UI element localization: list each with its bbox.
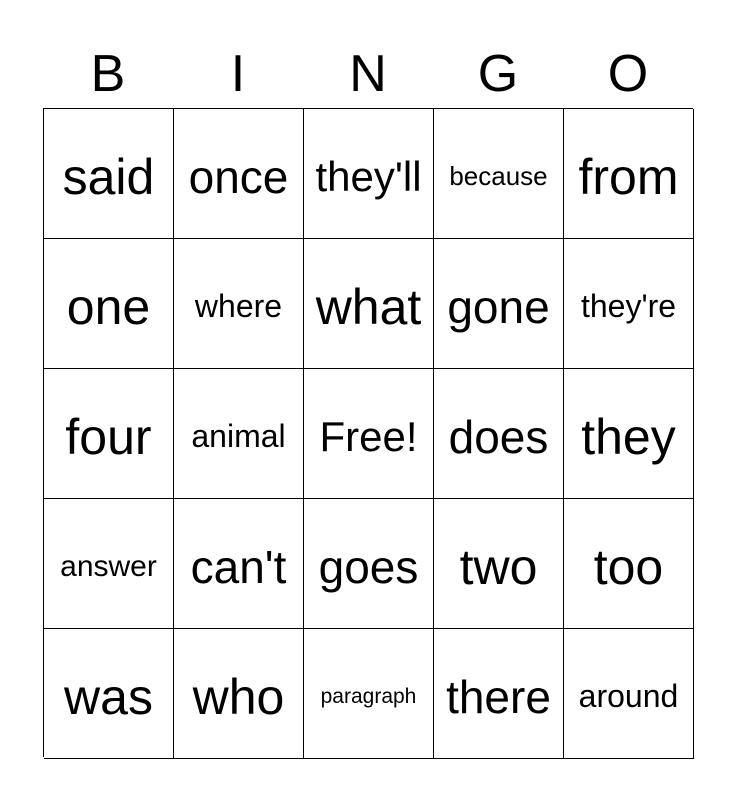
header-letter-i: I xyxy=(230,45,246,103)
bingo-cell[interactable]: they xyxy=(564,369,694,499)
bingo-cell[interactable]: four xyxy=(44,369,174,499)
bingo-cell[interactable]: answer xyxy=(44,499,174,629)
bingo-cell[interactable]: around xyxy=(564,629,694,759)
bingo-cell[interactable]: does xyxy=(434,369,564,499)
bingo-cell[interactable]: who xyxy=(174,629,304,759)
bingo-cell[interactable]: one xyxy=(44,239,174,369)
bingo-cell[interactable]: two xyxy=(434,499,564,629)
bingo-cell[interactable]: too xyxy=(564,499,694,629)
bingo-cell[interactable]: gone xyxy=(434,239,564,369)
bingo-cell[interactable]: they'll xyxy=(304,109,434,239)
header-letter-n: N xyxy=(349,45,387,103)
bingo-cell[interactable]: there xyxy=(434,629,564,759)
bingo-cell[interactable]: paragraph xyxy=(304,629,434,759)
bingo-cell[interactable]: from xyxy=(564,109,694,239)
bingo-cell[interactable]: once xyxy=(174,109,304,239)
bingo-cell[interactable]: animal xyxy=(174,369,304,499)
bingo-cell[interactable]: said xyxy=(44,109,174,239)
bingo-card-grid xyxy=(43,108,693,757)
header-letter-o: O xyxy=(607,45,649,103)
bingo-header xyxy=(43,40,693,108)
bingo-cell[interactable]: they're xyxy=(564,239,694,369)
header-letter-b: B xyxy=(90,45,126,103)
bingo-cell[interactable]: where xyxy=(174,239,304,369)
bingo-cell[interactable]: goes xyxy=(304,499,434,629)
bingo-cell[interactable]: because xyxy=(434,109,564,239)
bingo-cell[interactable]: was xyxy=(44,629,174,759)
bingo-cell[interactable]: what xyxy=(304,239,434,369)
header-letter-g: G xyxy=(477,45,519,103)
free-space-cell: Free! xyxy=(304,369,434,499)
bingo-cell[interactable]: can't xyxy=(174,499,304,629)
